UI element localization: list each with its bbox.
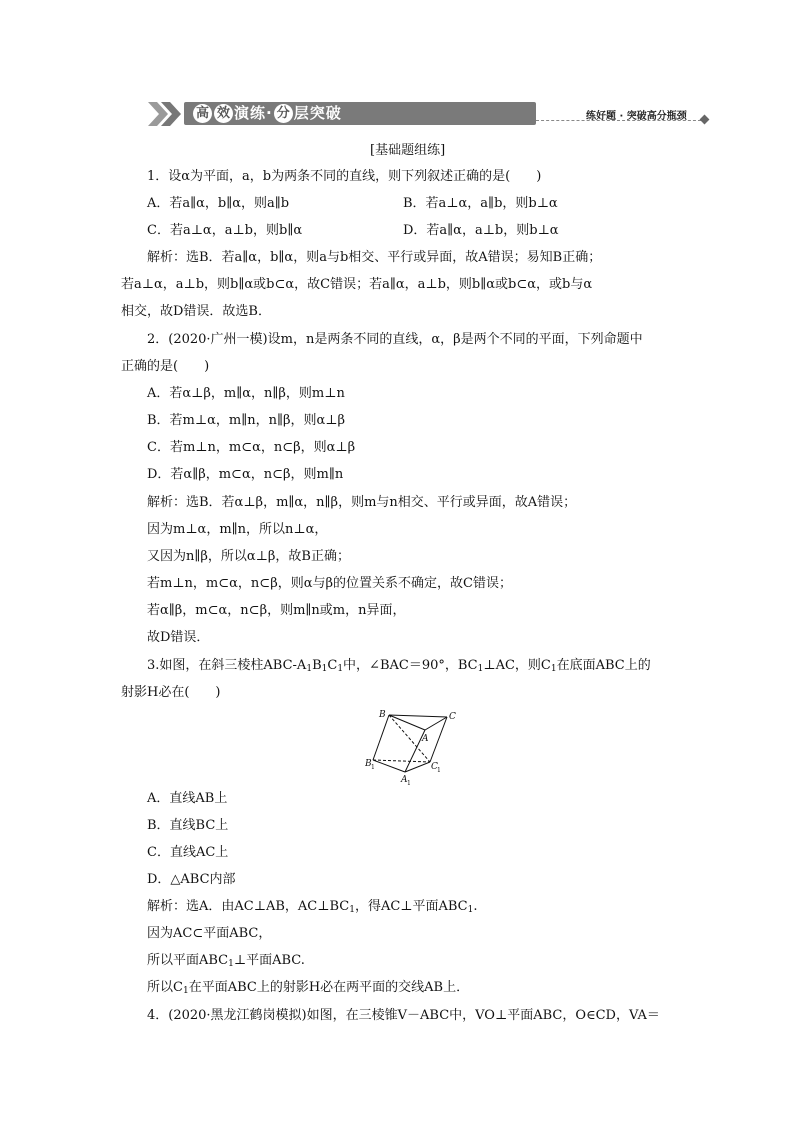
banner-text: 层突破 bbox=[293, 104, 342, 122]
vertex-label-b1: B bbox=[365, 759, 372, 769]
q3-solution-line bbox=[147, 979, 469, 1000]
banner-title bbox=[184, 102, 536, 125]
q3-stem-text: 在底面ABC上的 bbox=[556, 658, 651, 673]
q2-option-b: B．若m⊥α，m∥n，n∥β，则α⊥β bbox=[147, 413, 346, 428]
q2-solution-line: 若m⊥n，m⊂α，n⊂β，则α与β的位置关系不确定，故C错误； bbox=[147, 576, 512, 591]
q2-solution-line: 故D错误． bbox=[147, 630, 210, 645]
q3-solution-text: . bbox=[473, 899, 478, 914]
subscript: 1 bbox=[407, 780, 411, 786]
subscript: 1 bbox=[371, 764, 375, 771]
q3-option-d: D．△ABC内部 bbox=[147, 872, 236, 887]
q4-stem: 4．(2020·黑龙江鹤岗模拟)如图，在三棱锥V－ABC中，VO⊥平面ABC，O∈CD，VA＝ bbox=[147, 1008, 660, 1023]
q1-option-d: D．若a∥α，a⊥b，则b⊥α bbox=[403, 223, 559, 238]
q3-solution-text: 在平面ABC上的射影H必在两平面的交线AB上． bbox=[188, 980, 470, 995]
vertex-label-c1: C bbox=[431, 762, 438, 772]
vertex-label-a1: A bbox=[401, 775, 408, 785]
q3-solution-line bbox=[147, 952, 305, 973]
banner-slogan: 练好题 · 突破高分瓶颈 bbox=[586, 111, 687, 122]
banner-char-circled: 效 bbox=[214, 104, 233, 123]
subscript: 1 bbox=[182, 986, 189, 996]
q3-option-b: B．直线BC上 bbox=[147, 818, 229, 833]
q2-stem: 2．(2020·广州一模)设m，n是两条不同的直线，α，β是两个不同的平面，下列命题中 bbox=[147, 332, 643, 347]
q1-stem: 1．设α为平面，a，b为两条不同的直线，则下列叙述正确的是( ) bbox=[147, 169, 542, 184]
subscript: 1 bbox=[477, 664, 484, 674]
subscript: 1 bbox=[228, 959, 234, 969]
vertex-label-c: C bbox=[449, 712, 456, 722]
q1-solution-line: 相交，故D错误．故选B． bbox=[121, 304, 271, 319]
q2-solution-line: 若α∥β，m⊂α，n⊂β，则m∥n或m，n异面， bbox=[147, 603, 406, 618]
q1-solution-line: 若a⊥α，a⊥b，则b∥α或b⊂α，故C错误；若a∥α，a⊥b，则b∥α或b⊂α，或b与α bbox=[121, 277, 593, 292]
banner-char-circled: 分 bbox=[274, 104, 293, 123]
q3-stem-text: C bbox=[327, 658, 338, 673]
q3-stem: 射影H必在( ) bbox=[121, 685, 221, 700]
subscript: 1 bbox=[337, 664, 344, 674]
subscript: 1 bbox=[349, 905, 355, 915]
q3-stem-text: B bbox=[312, 658, 322, 673]
vertex-label-a: A bbox=[422, 734, 429, 744]
q3-option-a: A．直线AB上 bbox=[147, 791, 228, 806]
chevron-arrows-icon bbox=[148, 100, 188, 128]
q3-stem-text: ⊥AC，则C bbox=[483, 658, 551, 673]
q3-option-c: C．直线AC上 bbox=[147, 845, 229, 860]
q2-solution-line: 又因为n∥β，所以α⊥β，故B正确； bbox=[147, 549, 350, 564]
q3-solution-text: 解析：选A．由AC⊥AB，AC⊥BC bbox=[147, 899, 350, 914]
banner-char-circled: 高 bbox=[193, 104, 212, 123]
q3-stem-text: 3.如图，在斜三棱柱ABC-A bbox=[147, 658, 307, 673]
banner-text: 演练· bbox=[234, 104, 273, 122]
subscript: 1 bbox=[321, 664, 328, 674]
q1-option-a: A．若a∥α，b∥α，则a∥b bbox=[147, 196, 290, 211]
q3-solution-text: ，得AC⊥平面ABC bbox=[354, 899, 468, 914]
q2-solution-line: 因为m⊥α，m∥n，所以n⊥α， bbox=[147, 522, 328, 537]
q3-solution-text: 所以平面ABC bbox=[147, 953, 229, 968]
section-banner bbox=[148, 100, 708, 128]
q2-stem: 正确的是( ) bbox=[121, 359, 210, 374]
subscript: 1 bbox=[437, 767, 441, 774]
q3-solution-line bbox=[147, 898, 478, 919]
section-title: [基础题组练] bbox=[370, 143, 446, 158]
subscript: 1 bbox=[550, 664, 557, 674]
q2-option-d: D．若α∥β，m⊂α，n⊂β，则m∥n bbox=[147, 467, 344, 482]
q3-stem-text: 中，∠BAC＝90°，BC bbox=[343, 658, 478, 673]
q1-option-c: C．若a⊥α，a⊥b，则b∥α bbox=[147, 223, 303, 238]
diamond-icon bbox=[700, 115, 710, 125]
q1-option-b: B．若a⊥α，a∥b，则b⊥α bbox=[403, 196, 558, 211]
q2-option-c: C．若m⊥n，m⊂α，n⊂β，则α⊥β bbox=[147, 440, 356, 455]
q2-option-a: A．若α⊥β，m∥α，n∥β，则m⊥n bbox=[147, 386, 345, 401]
q3-solution-line: 因为AC⊂平面ABC， bbox=[147, 926, 272, 941]
prism-figure bbox=[365, 708, 465, 786]
q3-solution-text: 所以C bbox=[147, 980, 183, 995]
vertex-label-b: B bbox=[379, 710, 386, 720]
q2-solution-line: 解析：选B．若α⊥β，m∥α，n∥β，则m与n相交、平行或异面，故A错误； bbox=[147, 495, 577, 510]
subscript: 1 bbox=[306, 664, 313, 674]
q1-solution-line: 解析：选B．若a∥α，b∥α，则a与b相交、平行或异面，故A错误；易知B正确； bbox=[147, 250, 602, 265]
q3-solution-text: ⊥平面ABC. bbox=[233, 953, 305, 968]
q3-stem bbox=[147, 657, 651, 678]
subscript: 1 bbox=[467, 905, 474, 915]
